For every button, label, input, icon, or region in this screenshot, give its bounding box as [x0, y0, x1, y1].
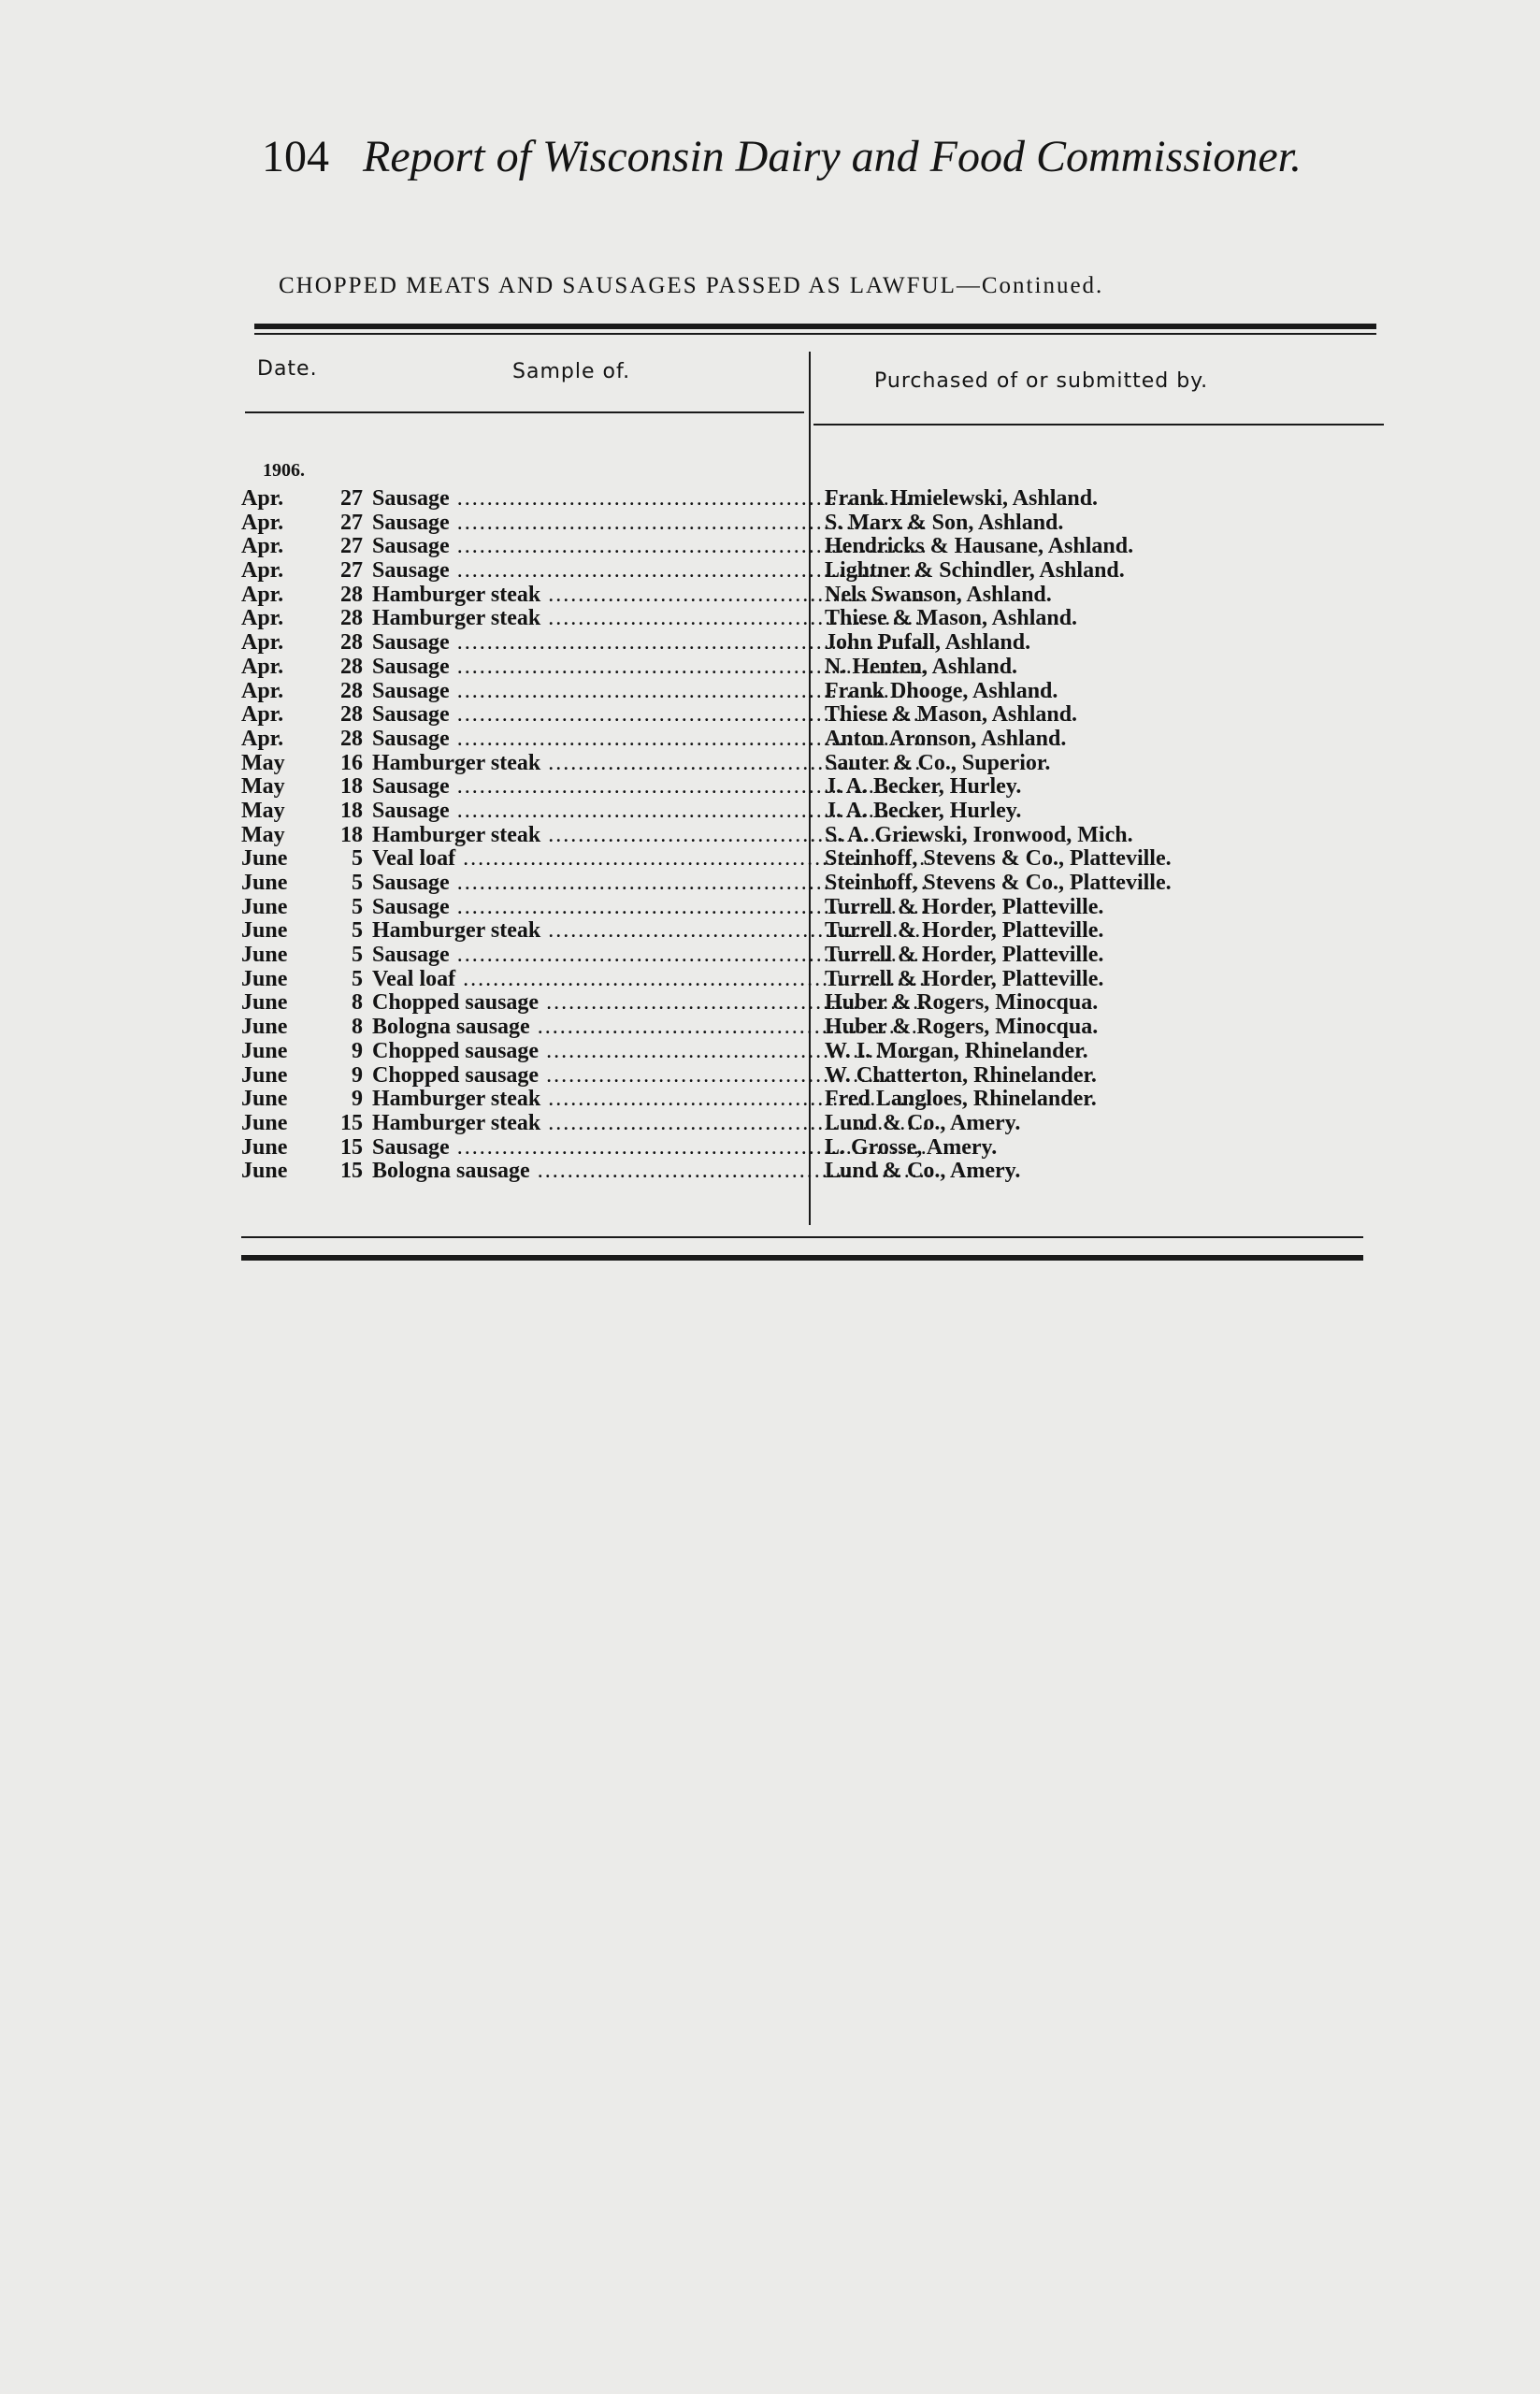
row-sample: Sausage ..... [372, 655, 929, 679]
row-month: June [241, 871, 288, 895]
row-month: Apr. [241, 510, 284, 535]
table-row [241, 918, 1363, 943]
table-row [241, 871, 1363, 895]
row-month: Apr. [241, 678, 284, 703]
row-purchased: Lund & Co., Amery. [825, 1159, 1021, 1184]
row-purchased: Lightner & Schindler, Ashland. [825, 558, 1125, 584]
row-purchased: Hendricks & Hausane, Ashland. [825, 534, 1134, 559]
row-sample: Sausage ..... [372, 679, 929, 703]
row-purchased: Turrell & Horder, Platteville. [825, 943, 1104, 968]
row-month: June [241, 918, 288, 944]
table-row [241, 583, 1363, 607]
table-row [241, 1159, 1363, 1183]
row-sample: Bologna sausage ..... [372, 1015, 929, 1039]
year-label: 1906. [263, 460, 305, 481]
row-purchased: Steinhoff, Stevens & Co., Platteville. [825, 871, 1172, 895]
row-sample: Chopped sausage ..... [372, 1063, 929, 1088]
row-sample: Sausage ..... [372, 702, 929, 727]
row-day: 27 [340, 486, 363, 511]
row-purchased: Turrell & Horder, Platteville. [825, 894, 1104, 919]
row-purchased: W. Chatterton, Rhinelander. [825, 1062, 1097, 1088]
row-purchased: S. Marx & Son, Ashland. [825, 510, 1064, 535]
row-purchased: Fred Langloes, Rhinelander. [825, 1087, 1097, 1112]
row-month: May [241, 822, 285, 847]
row-day: 27 [340, 534, 363, 559]
row-month: Apr. [241, 534, 284, 559]
row-month: Apr. [241, 486, 284, 511]
row-day: 16 [340, 750, 363, 775]
row-sample: Sausage ..... [372, 486, 929, 511]
row-month: Apr. [241, 702, 284, 728]
row-month: June [241, 846, 288, 872]
row-month: May [241, 798, 285, 823]
table-row [241, 1087, 1363, 1111]
row-sample: Chopped sausage ..... [372, 1039, 929, 1063]
row-sample: Sausage ..... [372, 799, 929, 823]
row-purchased: Thiese & Mason, Ashland. [825, 702, 1078, 728]
row-sample: Veal loaf ..... [372, 967, 929, 991]
row-day: 9 [352, 1087, 363, 1112]
table-row [241, 799, 1363, 823]
row-purchased: Nels Swanson, Ashland. [825, 582, 1052, 607]
table-row [241, 1015, 1363, 1039]
row-sample: Sausage ..... [372, 1135, 929, 1160]
row-month: June [241, 943, 288, 968]
row-sample: Sausage ..... [372, 871, 929, 895]
row-month: Apr. [241, 726, 284, 751]
table-row [241, 846, 1363, 871]
row-purchased: S. A. Griewski, Ironwood, Mich. [825, 822, 1133, 847]
row-purchased: John Pufall, Ashland. [825, 630, 1031, 656]
table-row [241, 655, 1363, 679]
row-month: June [241, 1134, 288, 1160]
row-day: 28 [340, 726, 363, 751]
row-month: June [241, 966, 288, 991]
table-row [241, 486, 1363, 511]
row-purchased: N. Henten, Ashland. [825, 654, 1018, 679]
table-row [241, 1111, 1363, 1135]
row-sample: Chopped sausage ..... [372, 990, 929, 1015]
page-title: Report of Wisconsin Dairy and Food Commissioner. [363, 132, 1302, 181]
table-row [241, 967, 1363, 991]
row-day: 9 [352, 1038, 363, 1063]
row-month: Apr. [241, 654, 284, 679]
row-day: 5 [352, 918, 363, 944]
row-day: 18 [340, 798, 363, 823]
row-month: June [241, 1062, 288, 1088]
row-sample: Hamburger steak ..... [372, 1087, 929, 1111]
row-month: June [241, 1015, 288, 1040]
top-rule-thin [254, 333, 1376, 335]
column-header-purchased: Purchased of or submitted by. [874, 369, 1209, 393]
row-day: 27 [340, 558, 363, 584]
row-purchased: J. A. Becker, Hurley. [825, 774, 1022, 800]
row-sample: Sausage ..... [372, 727, 929, 751]
row-day: 18 [340, 774, 363, 800]
row-day: 28 [340, 582, 363, 607]
row-day: 8 [352, 1015, 363, 1040]
row-month: June [241, 1087, 288, 1112]
table-row [241, 511, 1363, 535]
top-rule-thick [254, 324, 1376, 329]
row-month: Apr. [241, 630, 284, 656]
row-sample: Hamburger steak ..... [372, 918, 929, 943]
row-purchased: Thiese & Mason, Ashland. [825, 606, 1078, 631]
column-header-sample: Sample of. [512, 360, 631, 383]
row-purchased: L. Grosse, Amery. [825, 1134, 998, 1160]
row-sample: Sausage ..... [372, 943, 929, 967]
row-day: 15 [340, 1159, 363, 1184]
header-rule-left [245, 411, 804, 413]
row-day: 5 [352, 894, 363, 919]
row-purchased: Frank Hmielewski, Ashland. [825, 486, 1099, 511]
column-header-date: Date. [257, 357, 318, 381]
row-day: 15 [340, 1110, 363, 1135]
row-purchased: Lund & Co., Amery. [825, 1110, 1021, 1135]
row-day: 28 [340, 630, 363, 656]
row-sample: Hamburger steak ..... [372, 583, 929, 607]
table-row [241, 990, 1363, 1015]
table-row [241, 727, 1363, 751]
row-day: 18 [340, 822, 363, 847]
row-sample: Hamburger steak ..... [372, 606, 929, 630]
table-row [241, 679, 1363, 703]
row-sample: Veal loaf ..... [372, 846, 929, 871]
table-row [241, 1135, 1363, 1160]
row-purchased: J. A. Becker, Hurley. [825, 798, 1022, 823]
row-day: 28 [340, 606, 363, 631]
row-month: June [241, 1159, 288, 1184]
row-sample: Hamburger steak ..... [372, 751, 929, 775]
row-month: Apr. [241, 558, 284, 584]
row-month: May [241, 774, 285, 800]
row-purchased: Turrell & Horder, Platteville. [825, 966, 1104, 991]
header-rule-right [813, 424, 1384, 425]
row-purchased: Huber & Rogers, Minocqua. [825, 1015, 1099, 1040]
table-title: CHOPPED MEATS AND SAUSAGES PASSED AS LAWFUL—Continued. [279, 273, 1104, 298]
row-sample: Sausage ..... [372, 630, 929, 655]
row-purchased: Sauter & Co., Superior. [825, 750, 1051, 775]
table-row [241, 943, 1363, 967]
row-purchased: Steinhoff, Stevens & Co., Platteville. [825, 846, 1172, 872]
row-month: June [241, 1038, 288, 1063]
table-row [241, 1039, 1363, 1063]
table-row [241, 606, 1363, 630]
row-month: June [241, 1110, 288, 1135]
row-day: 28 [340, 678, 363, 703]
row-day: 27 [340, 510, 363, 535]
table-row [241, 702, 1363, 727]
row-sample: Sausage ..... [372, 895, 929, 919]
table-row [241, 534, 1363, 558]
row-sample: Sausage ..... [372, 534, 929, 558]
row-month: June [241, 990, 288, 1016]
table-row [241, 895, 1363, 919]
row-purchased: Turrell & Horder, Platteville. [825, 918, 1104, 944]
row-day: 8 [352, 990, 363, 1016]
row-sample: Hamburger steak ..... [372, 823, 929, 847]
row-day: 28 [340, 702, 363, 728]
table-row [241, 630, 1363, 655]
row-sample: Hamburger steak ..... [372, 1111, 929, 1135]
row-day: 5 [352, 943, 363, 968]
row-sample: Sausage ..... [372, 774, 929, 799]
row-month: June [241, 894, 288, 919]
table-row [241, 823, 1363, 847]
table-row [241, 558, 1363, 583]
page-header [262, 129, 1384, 185]
row-month: May [241, 750, 285, 775]
bottom-rule-thin [241, 1236, 1363, 1238]
table-row [241, 774, 1363, 799]
row-day: 9 [352, 1062, 363, 1088]
row-sample: Bologna sausage ..... [372, 1159, 929, 1183]
table-body [241, 486, 1363, 1183]
row-sample: Sausage ..... [372, 511, 929, 535]
row-month: Apr. [241, 606, 284, 631]
row-sample: Sausage ..... [372, 558, 929, 583]
row-day: 5 [352, 846, 363, 872]
row-day: 28 [340, 654, 363, 679]
row-month: Apr. [241, 582, 284, 607]
page-number: 104 [262, 132, 329, 181]
row-day: 5 [352, 966, 363, 991]
row-purchased: Frank Dhooge, Ashland. [825, 678, 1058, 703]
table-row [241, 1063, 1363, 1088]
bottom-rule-thick [241, 1255, 1363, 1261]
row-day: 5 [352, 871, 363, 895]
row-day: 15 [340, 1134, 363, 1160]
row-purchased: Huber & Rogers, Minocqua. [825, 990, 1099, 1016]
table-row [241, 751, 1363, 775]
row-purchased: W. I. Morgan, Rhinelander. [825, 1038, 1088, 1063]
row-purchased: Anton Aronson, Ashland. [825, 726, 1067, 751]
